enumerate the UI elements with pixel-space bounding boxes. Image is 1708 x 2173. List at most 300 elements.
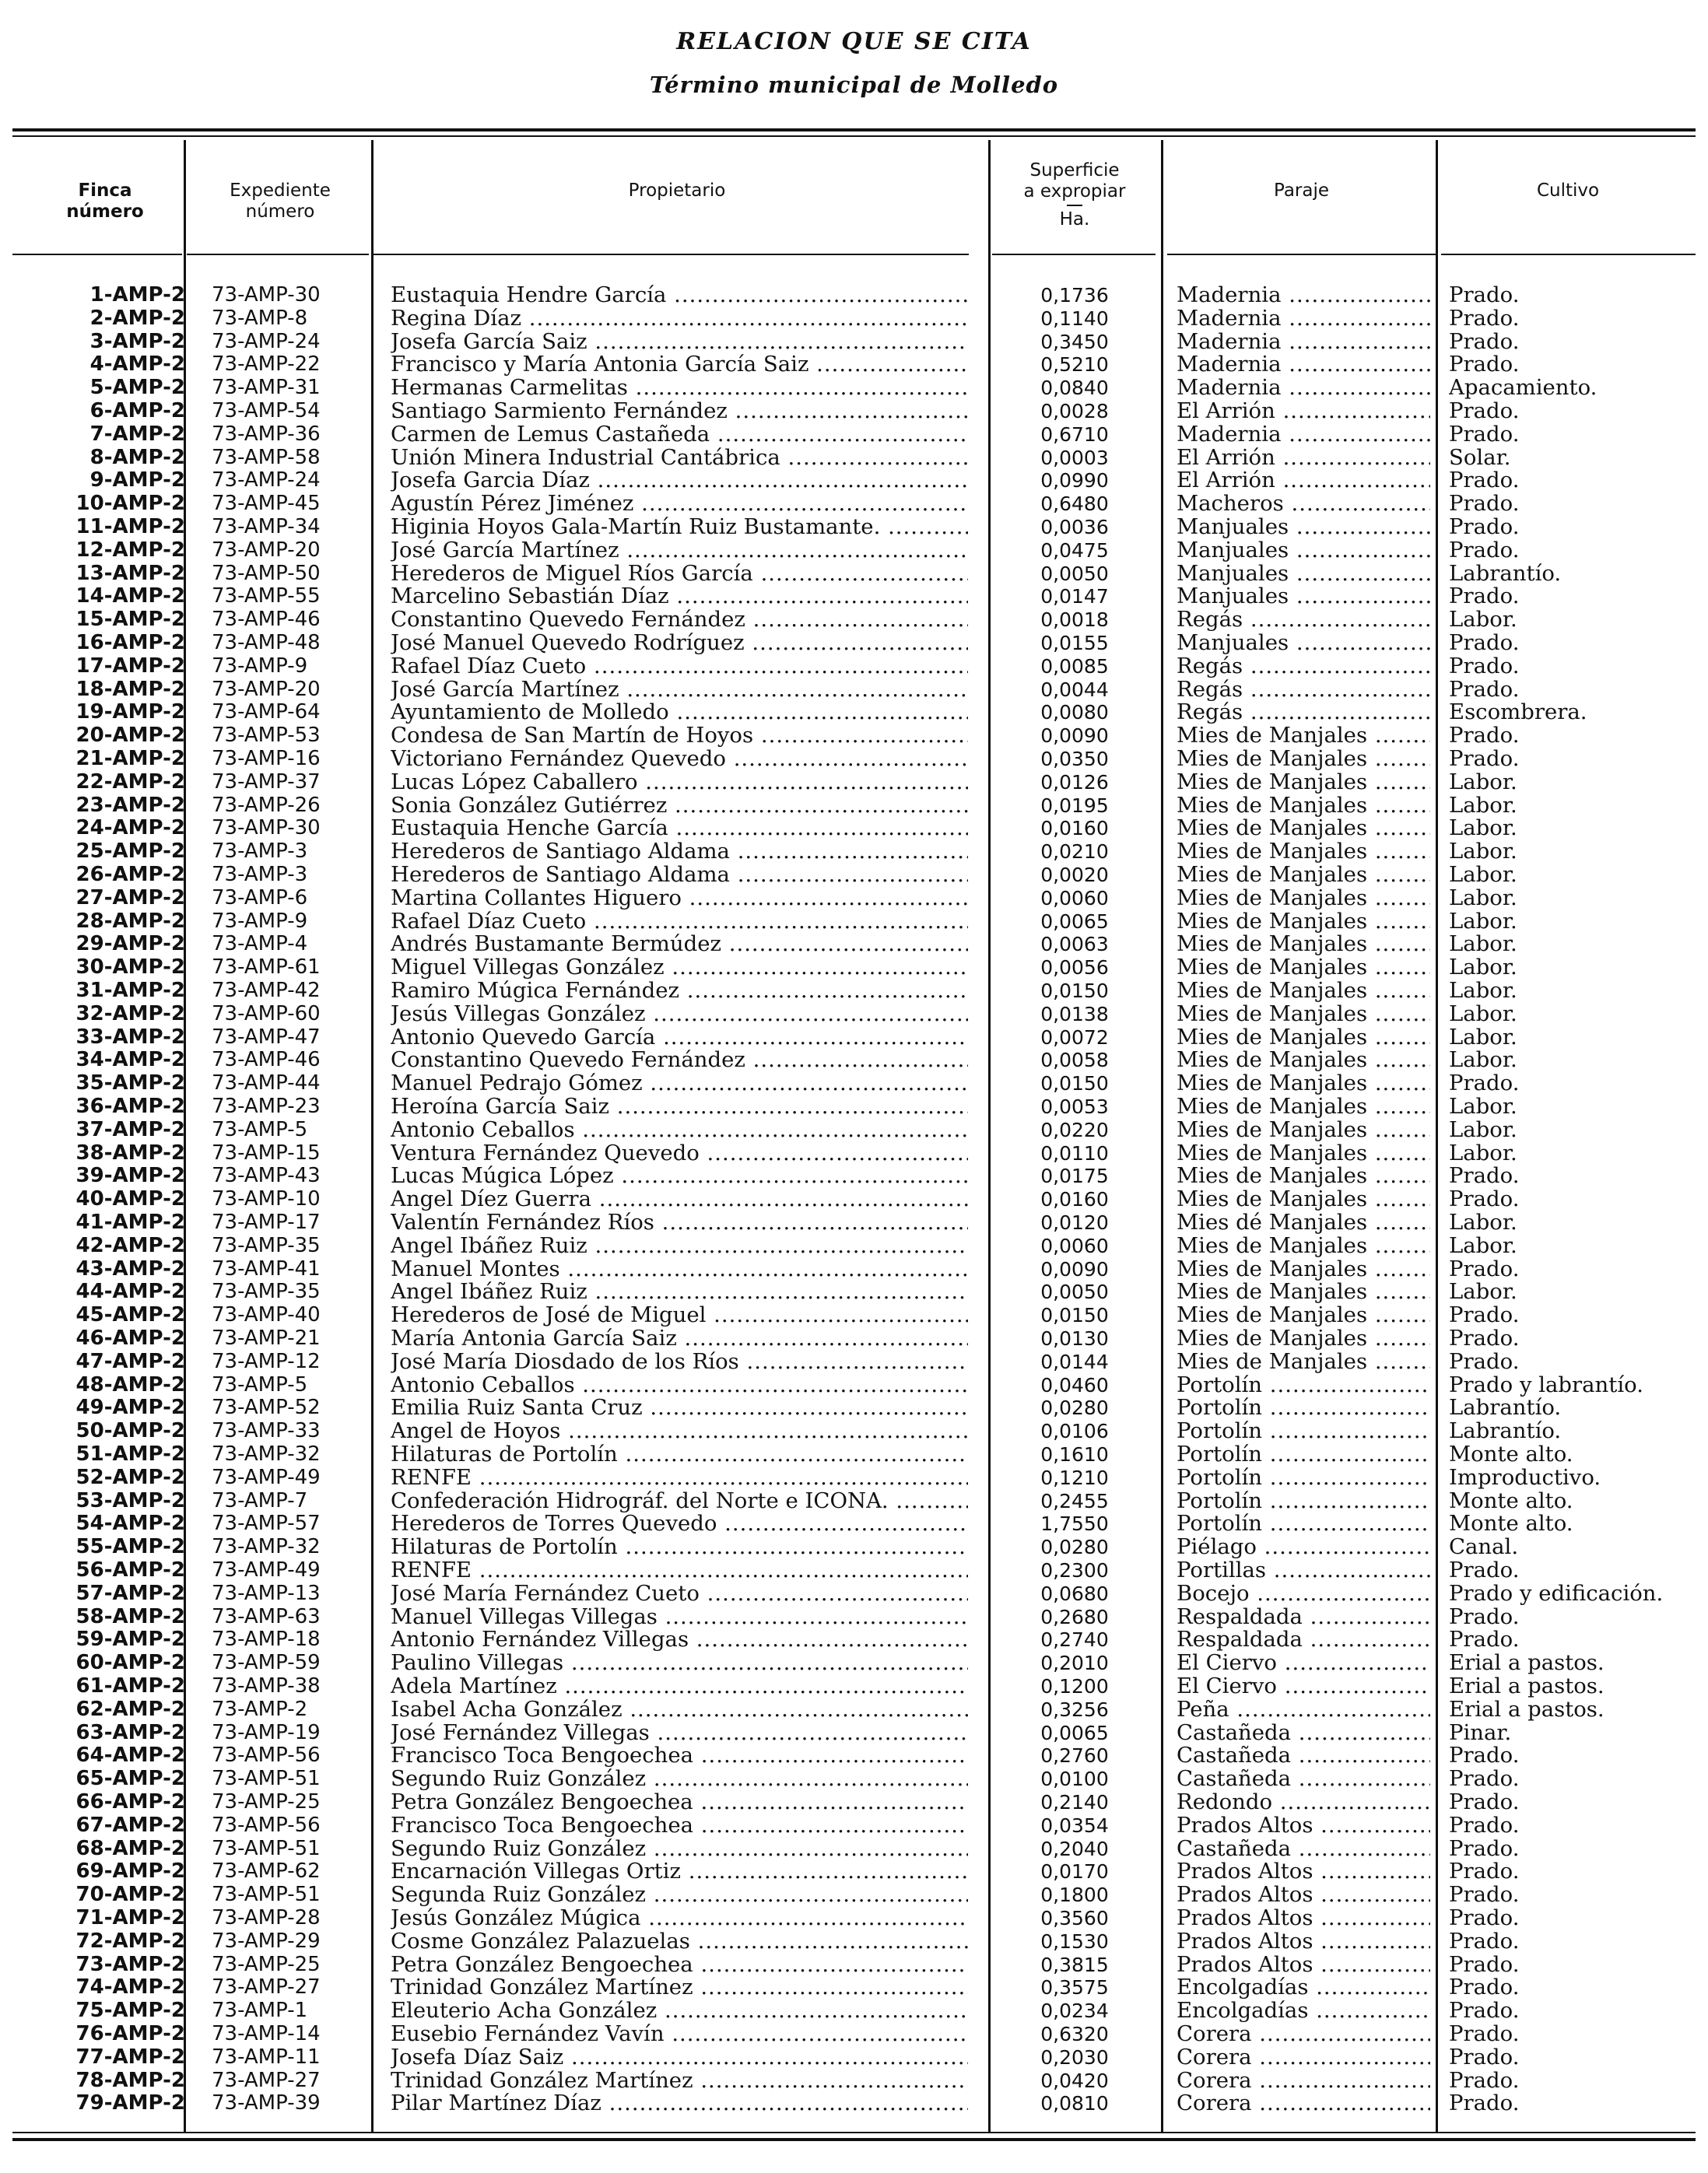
expediente-number-cell: 73-AMP-2	[212, 1698, 308, 1721]
expediente-number-cell: 73-AMP-30	[212, 284, 321, 307]
propietario-cell: Constantino Quevedo Fernández .....	[391, 608, 968, 632]
cultivo-cell: Prado.	[1449, 2045, 1520, 2070]
cultivo-cell: Labor.	[1449, 1025, 1517, 1050]
table-row	[0, 1188, 1708, 1211]
finca-number-cell: 20-AMP-2	[75, 724, 185, 748]
expediente-number-cell: 73-AMP-20	[212, 678, 321, 701]
paraje-cell: Manjuales .....	[1177, 563, 1430, 586]
finca-number-cell: 50-AMP-2	[75, 1420, 185, 1443]
propietario-cell: Hermanas Carmelitas .....	[391, 377, 968, 400]
finca-number-cell: 16-AMP-2	[75, 632, 185, 654]
paraje-cell: Corera .....	[1177, 2092, 1430, 2115]
finca-number-cell: 14-AMP-2	[75, 585, 185, 608]
table-row	[0, 887, 1708, 910]
table-row	[0, 1884, 1708, 1907]
table-row	[0, 1304, 1708, 1327]
table-row	[0, 701, 1708, 724]
table-row	[0, 1606, 1708, 1629]
paraje-cell: Mies dé Manjales .....	[1177, 1211, 1430, 1235]
table-row	[0, 771, 1708, 794]
document-title: RELACION QUE SE CITA	[676, 28, 1032, 55]
propietario-cell: Cosme González Palazuelas .....	[391, 1930, 968, 1954]
table-row	[0, 284, 1708, 307]
propietario-cell: Francisco y María Antonia García Saiz .....	[391, 353, 968, 377]
table-row	[0, 1490, 1708, 1513]
cultivo-cell: Prado.	[1449, 492, 1520, 516]
paraje-cell: Mies de Manjales .....	[1177, 956, 1430, 980]
table-row	[0, 331, 1708, 354]
propietario-cell: Segundo Ruiz González .....	[391, 1768, 968, 1791]
finca-number-cell: 23-AMP-2	[75, 794, 185, 817]
superficie-cell: 0,0090	[1040, 1257, 1109, 1281]
expediente-number-cell: 73-AMP-9	[212, 654, 308, 678]
paraje-cell: Portolín .....	[1177, 1490, 1430, 1513]
cultivo-cell: Labor.	[1449, 1234, 1517, 1258]
propietario-cell: Eustaquia Hendre García .....	[391, 284, 968, 307]
expediente-number-cell: 73-AMP-33	[212, 1420, 321, 1443]
superficie-cell: 0,1800	[1040, 1884, 1109, 1907]
finca-number-cell: 45-AMP-2	[75, 1304, 185, 1327]
superficie-cell: 0,0150	[1040, 1304, 1109, 1327]
expediente-number-cell: 73-AMP-49	[212, 1466, 321, 1489]
cultivo-cell: Prado.	[1449, 585, 1520, 609]
superficie-cell: 0,0234	[1040, 2000, 1109, 2023]
finca-number-cell: 32-AMP-2	[75, 1002, 185, 1025]
expediente-number-cell: 73-AMP-15	[212, 1141, 321, 1165]
propietario-cell: Trinidad González Martínez .....	[391, 2070, 968, 2093]
finca-number-cell: 11-AMP-2	[75, 516, 185, 538]
cultivo-cell: Prado.	[1449, 1257, 1520, 1281]
finca-number-cell: 29-AMP-2	[75, 933, 185, 956]
superficie-cell: 0,0065	[1040, 1721, 1109, 1744]
superficie-cell: 0,0138	[1040, 1002, 1109, 1025]
paraje-cell: Mies de Manjales .....	[1177, 1003, 1430, 1026]
superficie-cell: 0,0160	[1040, 1188, 1109, 1211]
table-row	[0, 1744, 1708, 1768]
table-row	[0, 423, 1708, 447]
finca-number-cell: 58-AMP-2	[75, 1605, 185, 1628]
propietario-cell: Marcelino Sebastián Díaz .....	[391, 585, 968, 608]
table-row	[0, 2046, 1708, 2070]
expediente-number-cell: 73-AMP-40	[212, 1304, 321, 1327]
superficie-cell: 0,1610	[1040, 1443, 1109, 1466]
cultivo-cell: Labor.	[1449, 980, 1517, 1003]
propietario-cell: Eusebio Fernández Vavín .....	[391, 2023, 968, 2046]
table-row	[0, 2023, 1708, 2046]
table-row	[0, 910, 1708, 934]
paraje-cell: Corera .....	[1177, 2023, 1430, 2046]
expediente-number-cell: 73-AMP-30	[212, 817, 321, 840]
cultivo-cell: Prado.	[1449, 1884, 1520, 1907]
cultivo-cell: Prado.	[1449, 353, 1520, 377]
propietario-cell: Agustín Pérez Jiménez .....	[391, 492, 968, 516]
table-row	[0, 1211, 1708, 1235]
finca-number-cell: 69-AMP-2	[75, 1860, 185, 1884]
finca-number-cell: 62-AMP-2	[75, 1698, 185, 1721]
cultivo-cell: Labrantío.	[1449, 1420, 1562, 1443]
superficie-cell: 0,0120	[1040, 1211, 1109, 1234]
cultivo-cell: Prado.	[1449, 1907, 1520, 1930]
propietario-cell: Josefa Díaz Saiz .....	[391, 2046, 968, 2070]
table-row	[0, 1907, 1708, 1930]
finca-number-cell: 7-AMP-2	[89, 422, 185, 446]
cultivo-cell: Prado.	[1449, 1327, 1520, 1351]
paraje-cell: Prados Altos .....	[1177, 1907, 1430, 1930]
superficie-cell: 0,0085	[1040, 654, 1109, 678]
cultivo-cell: Labor.	[1449, 1281, 1517, 1305]
expediente-number-cell: 73-AMP-10	[212, 1188, 321, 1211]
cultivo-cell: Prado.	[1449, 1304, 1520, 1327]
superficie-cell: 0,0090	[1040, 724, 1109, 748]
bottom-rule-1	[12, 2132, 1696, 2133]
paraje-cell: El Arrión .....	[1177, 469, 1430, 492]
finca-number-cell: 57-AMP-2	[75, 1582, 185, 1605]
propietario-cell: Herederos de Miguel Ríos García .....	[391, 563, 968, 586]
expediente-number-cell: 73-AMP-52	[212, 1397, 321, 1420]
finca-number-cell: 26-AMP-2	[75, 864, 185, 886]
superficie-cell: 0,0150	[1040, 1072, 1109, 1095]
table-row	[0, 1003, 1708, 1026]
table-row	[0, 2000, 1708, 2023]
finca-number-cell: 51-AMP-2	[75, 1443, 185, 1466]
expediente-number-cell: 73-AMP-23	[212, 1095, 321, 1118]
cultivo-cell: Prado.	[1449, 1072, 1520, 1095]
propietario-cell: Antonio Ceballos .....	[391, 1374, 968, 1397]
table-row	[0, 1095, 1708, 1119]
superficie-cell: 0,0080	[1040, 701, 1109, 724]
superficie-cell: 0,0100	[1040, 1768, 1109, 1791]
paraje-cell: Prados Altos .....	[1177, 1930, 1430, 1954]
expediente-number-cell: 73-AMP-12	[212, 1350, 321, 1373]
expediente-number-cell: 73-AMP-56	[212, 1814, 321, 1837]
finca-number-cell: 9-AMP-2	[89, 469, 185, 492]
cultivo-cell: Apacamiento.	[1449, 377, 1598, 400]
cultivo-cell: Prado.	[1449, 1605, 1520, 1629]
propietario-cell: Angel Díez Guerra .....	[391, 1188, 968, 1211]
superficie-cell: 0,0126	[1040, 770, 1109, 794]
superficie-cell: 0,2010	[1040, 1652, 1109, 1675]
finca-number-cell: 3-AMP-2	[89, 330, 185, 353]
superficie-cell: 0,3815	[1040, 1953, 1109, 1976]
finca-number-cell: 42-AMP-2	[75, 1234, 185, 1257]
superficie-cell: 0,3256	[1040, 1698, 1109, 1721]
header-propietario: Propietario	[628, 180, 726, 201]
superficie-cell: 0,0220	[1040, 1118, 1109, 1141]
superficie-cell: 0,0175	[1040, 1165, 1109, 1188]
paraje-cell: Mies de Manjales .....	[1177, 1351, 1430, 1374]
expediente-number-cell: 73-AMP-11	[212, 2045, 321, 2069]
superficie-cell: 0,6320	[1040, 2023, 1109, 2045]
propietario-cell: Unión Minera Industrial Cantábrica .....	[391, 447, 968, 470]
expediente-number-cell: 73-AMP-47	[212, 1025, 321, 1049]
paraje-cell: Manjuales .....	[1177, 585, 1430, 608]
expediente-number-cell: 73-AMP-61	[212, 956, 321, 980]
finca-number-cell: 10-AMP-2	[75, 492, 185, 516]
propietario-cell: Santiago Sarmiento Fernández .....	[391, 400, 968, 423]
paraje-cell: Mies de Manjales .....	[1177, 817, 1430, 840]
paraje-cell: Madernia .....	[1177, 423, 1430, 447]
expediente-number-cell: 73-AMP-51	[212, 1884, 321, 1907]
table-row	[0, 2070, 1708, 2093]
table-row	[0, 748, 1708, 771]
table-row	[0, 1652, 1708, 1675]
propietario-cell: Antonio Fernández Villegas .....	[391, 1628, 968, 1652]
propietario-cell: Josefa Garcia Díaz .....	[391, 469, 968, 492]
finca-number-cell: 74-AMP-2	[75, 1976, 185, 2000]
paraje-cell: Corera .....	[1177, 2046, 1430, 2070]
expediente-number-cell: 73-AMP-51	[212, 1768, 321, 1791]
expediente-number-cell: 73-AMP-21	[212, 1327, 321, 1350]
table-row	[0, 1722, 1708, 1745]
superficie-cell: 0,2455	[1040, 1489, 1109, 1512]
cultivo-cell: Prado.	[1449, 632, 1520, 655]
superficie-cell: 0,1210	[1040, 1466, 1109, 1489]
propietario-cell: Antonio Ceballos .....	[391, 1119, 968, 1142]
expediente-number-cell: 73-AMP-48	[212, 632, 321, 654]
superficie-cell: 0,0003	[1040, 446, 1109, 469]
cultivo-cell: Prado.	[1449, 1814, 1520, 1838]
cultivo-cell: Prado.	[1449, 469, 1520, 493]
expediente-number-cell: 73-AMP-29	[212, 1929, 321, 1953]
superficie-cell: 0,0195	[1040, 794, 1109, 817]
finca-number-cell: 59-AMP-2	[75, 1628, 185, 1652]
table-row	[0, 1351, 1708, 1374]
cultivo-cell: Prado.	[1449, 330, 1520, 354]
propietario-cell: Paulino Villegas .....	[391, 1652, 968, 1675]
cultivo-cell: Monte alto.	[1449, 1443, 1573, 1467]
propietario-cell: Hilaturas de Portolín .....	[391, 1536, 968, 1559]
cultivo-cell: Prado.	[1449, 538, 1520, 563]
paraje-cell: Redondo .....	[1177, 1791, 1430, 1814]
header-finca: Finca número	[66, 180, 144, 222]
table-row	[0, 1838, 1708, 1861]
table-row	[0, 1675, 1708, 1698]
finca-number-cell: 67-AMP-2	[75, 1814, 185, 1837]
superficie-cell: 0,0354	[1040, 1814, 1109, 1837]
expediente-number-cell: 73-AMP-3	[212, 864, 308, 886]
superficie-cell: 0,0072	[1040, 1025, 1109, 1049]
propietario-cell: Eustaquia Henche García .....	[391, 817, 968, 840]
cultivo-cell: Prado.	[1449, 400, 1520, 423]
table-row	[0, 1930, 1708, 1954]
finca-number-cell: 72-AMP-2	[75, 1929, 185, 1953]
paraje-cell: Mies de Manjales .....	[1177, 771, 1430, 794]
expediente-number-cell: 73-AMP-53	[212, 724, 321, 748]
finca-number-cell: 36-AMP-2	[75, 1095, 185, 1118]
propietario-cell: Lucas López Caballero .....	[391, 771, 968, 794]
expediente-number-cell: 73-AMP-27	[212, 1976, 321, 2000]
table-row	[0, 1374, 1708, 1397]
paraje-cell: Regás .....	[1177, 701, 1430, 724]
propietario-cell: Emilia Ruiz Santa Cruz .....	[391, 1397, 968, 1420]
propietario-cell: Angel Ibáñez Ruiz .....	[391, 1281, 968, 1304]
propietario-cell: José María Diosdado de los Ríos .....	[391, 1351, 968, 1374]
paraje-cell: Portolín .....	[1177, 1397, 1430, 1420]
finca-number-cell: 77-AMP-2	[75, 2045, 185, 2069]
superficie-cell: 0,1200	[1040, 1675, 1109, 1698]
paraje-cell: Prados Altos .....	[1177, 1954, 1430, 1977]
finca-number-cell: 18-AMP-2	[75, 678, 185, 701]
table-row	[0, 1072, 1708, 1095]
superficie-cell: 0,0050	[1040, 1281, 1109, 1304]
superficie-cell: 0,0280	[1040, 1397, 1109, 1420]
paraje-cell: Mies de Manjales .....	[1177, 1095, 1430, 1119]
cultivo-cell: Labrantío.	[1449, 562, 1562, 586]
paraje-cell: El Arrión .....	[1177, 447, 1430, 470]
paraje-cell: Corera .....	[1177, 2070, 1430, 2093]
paraje-cell: El Ciervo .....	[1177, 1652, 1430, 1675]
table-row	[0, 1443, 1708, 1467]
paraje-cell: Prados Altos .....	[1177, 1884, 1430, 1907]
table-row	[0, 1258, 1708, 1281]
superficie-cell: 0,0036	[1040, 516, 1109, 538]
propietario-cell: Carmen de Lemus Castañeda .....	[391, 423, 968, 447]
superficie-cell: 0,0018	[1040, 608, 1109, 632]
superficie-cell: 0,0150	[1040, 980, 1109, 1002]
finca-number-cell: 78-AMP-2	[75, 2069, 185, 2092]
superficie-cell: 0,0058	[1040, 1049, 1109, 1072]
cultivo-cell: Prado.	[1449, 1768, 1520, 1791]
expediente-number-cell: 73-AMP-34	[212, 516, 321, 538]
superficie-cell: 0,2680	[1040, 1605, 1109, 1628]
paraje-cell: Mies de Manjales .....	[1177, 1188, 1430, 1211]
propietario-cell: José María Fernández Cueto .....	[391, 1582, 968, 1606]
expediente-number-cell: 73-AMP-27	[212, 2069, 321, 2092]
table-row	[0, 1768, 1708, 1791]
table-row	[0, 1860, 1708, 1884]
finca-number-cell: 47-AMP-2	[75, 1350, 185, 1373]
superficie-cell: 0,0028	[1040, 400, 1109, 422]
cultivo-cell: Labor.	[1449, 794, 1517, 818]
cultivo-cell: Labor.	[1449, 933, 1517, 957]
paraje-cell: Mies de Manjales .....	[1177, 1327, 1430, 1351]
expediente-number-cell: 73-AMP-25	[212, 1791, 321, 1814]
superficie-cell: 0,0160	[1040, 817, 1109, 840]
superficie-cell: 0,0050	[1040, 562, 1109, 585]
paraje-cell: Madernia .....	[1177, 307, 1430, 331]
expediente-number-cell: 73-AMP-46	[212, 1049, 321, 1072]
table-row	[0, 469, 1708, 492]
cultivo-cell: Monte alto.	[1449, 1489, 1573, 1513]
expediente-number-cell: 73-AMP-9	[212, 910, 308, 933]
superficie-cell: 0,0110	[1040, 1141, 1109, 1165]
cultivo-cell: Erial a pastos.	[1449, 1675, 1605, 1698]
finca-number-cell: 61-AMP-2	[75, 1675, 185, 1698]
table-row	[0, 1165, 1708, 1188]
finca-number-cell: 39-AMP-2	[75, 1165, 185, 1188]
cultivo-cell: Prado.	[1449, 1628, 1520, 1653]
expediente-number-cell: 73-AMP-25	[212, 1953, 321, 1976]
propietario-cell: Angel de Hoyos .....	[391, 1420, 968, 1443]
cultivo-cell: Prado.	[1449, 1744, 1520, 1768]
propietario-cell: Ventura Fernández Quevedo .....	[391, 1142, 968, 1165]
cultivo-cell: Prado.	[1449, 724, 1520, 748]
header-rule-propietario	[374, 254, 969, 255]
table-row	[0, 678, 1708, 702]
superficie-cell: 0,0280	[1040, 1536, 1109, 1559]
expediente-number-cell: 73-AMP-58	[212, 446, 321, 469]
cultivo-cell: Prado.	[1449, 2000, 1520, 2023]
superficie-cell: 0,2140	[1040, 1791, 1109, 1814]
propietario-cell: Manuel Montes .....	[391, 1258, 968, 1281]
propietario-cell: Encarnación Villegas Ortiz .....	[391, 1860, 968, 1884]
propietario-cell: Herederos de José de Miguel .....	[391, 1304, 968, 1327]
superficie-cell: 0,0020	[1040, 864, 1109, 886]
propietario-cell: Josefa García Saiz .....	[391, 331, 968, 354]
table-row	[0, 1512, 1708, 1536]
paraje-cell: Mies de Manjales .....	[1177, 864, 1430, 887]
paraje-cell: Mies de Manjales .....	[1177, 1142, 1430, 1165]
paraje-cell: Mies de Manjales .....	[1177, 980, 1430, 1003]
paraje-cell: Portillas .....	[1177, 1559, 1430, 1582]
paraje-cell: Mies de Manjales .....	[1177, 1304, 1430, 1327]
expediente-number-cell: 73-AMP-56	[212, 1744, 321, 1768]
table-row	[0, 1467, 1708, 1490]
cultivo-cell: Pinar.	[1449, 1721, 1512, 1745]
paraje-cell: Bocejo .....	[1177, 1582, 1430, 1606]
paraje-cell: Madernia .....	[1177, 331, 1430, 354]
cultivo-cell: Labor.	[1449, 864, 1517, 887]
propietario-cell: José García Martínez .....	[391, 678, 968, 702]
propietario-cell: Herederos de Santiago Aldama .....	[391, 864, 968, 887]
table-row	[0, 447, 1708, 470]
cultivo-cell: Labor.	[1449, 817, 1517, 841]
header-paraje: Paraje	[1273, 180, 1330, 201]
cultivo-cell: Prado.	[1449, 1559, 1520, 1582]
superficie-cell: 0,0420	[1040, 2069, 1109, 2092]
expediente-number-cell: 73-AMP-42	[212, 980, 321, 1002]
cultivo-cell: Erial a pastos.	[1449, 1698, 1605, 1722]
finca-number-cell: 48-AMP-2	[75, 1373, 185, 1397]
expediente-number-cell: 73-AMP-35	[212, 1281, 321, 1304]
superficie-cell: 0,0063	[1040, 933, 1109, 956]
finca-number-cell: 44-AMP-2	[75, 1281, 185, 1304]
table-row	[0, 585, 1708, 608]
paraje-cell: Madernia .....	[1177, 377, 1430, 400]
superficie-cell: 0,2300	[1040, 1559, 1109, 1582]
paraje-cell: Castañeda .....	[1177, 1838, 1430, 1861]
expediente-number-cell: 73-AMP-4	[212, 933, 308, 956]
table-row	[0, 1559, 1708, 1582]
finca-number-cell: 21-AMP-2	[75, 748, 185, 770]
expediente-number-cell: 73-AMP-54	[212, 400, 321, 422]
finca-number-cell: 38-AMP-2	[75, 1141, 185, 1165]
expediente-number-cell: 73-AMP-41	[212, 1257, 321, 1281]
finca-number-cell: 43-AMP-2	[75, 1257, 185, 1281]
table-row	[0, 563, 1708, 586]
expediente-number-cell: 73-AMP-36	[212, 422, 321, 446]
paraje-cell: Respaldada .....	[1177, 1628, 1430, 1652]
expediente-number-cell: 73-AMP-44	[212, 1072, 321, 1095]
unit-dash	[1067, 205, 1082, 206]
finca-number-cell: 55-AMP-2	[75, 1536, 185, 1559]
cultivo-cell: Prado.	[1449, 284, 1520, 307]
document-subtitle: Término municipal de Molledo	[649, 72, 1059, 98]
cultivo-cell: Prado.	[1449, 1188, 1520, 1211]
superficie-cell: 0,1530	[1040, 1929, 1109, 1953]
cultivo-cell: Prado.	[1449, 1953, 1520, 1977]
expediente-number-cell: 73-AMP-57	[212, 1512, 321, 1536]
superficie-cell: 0,0840	[1040, 377, 1109, 400]
finca-number-cell: 33-AMP-2	[75, 1025, 185, 1049]
propietario-cell: Herederos de Torres Quevedo .....	[391, 1512, 968, 1536]
expediente-number-cell: 73-AMP-17	[212, 1211, 321, 1234]
propietario-cell: Petra González Bengoechea .....	[391, 1791, 968, 1814]
paraje-cell: Castañeda .....	[1177, 1744, 1430, 1768]
cultivo-cell: Labor.	[1449, 956, 1517, 980]
propietario-cell: Condesa de San Martín de Hoyos .....	[391, 724, 968, 748]
finca-number-cell: 22-AMP-2	[75, 770, 185, 794]
